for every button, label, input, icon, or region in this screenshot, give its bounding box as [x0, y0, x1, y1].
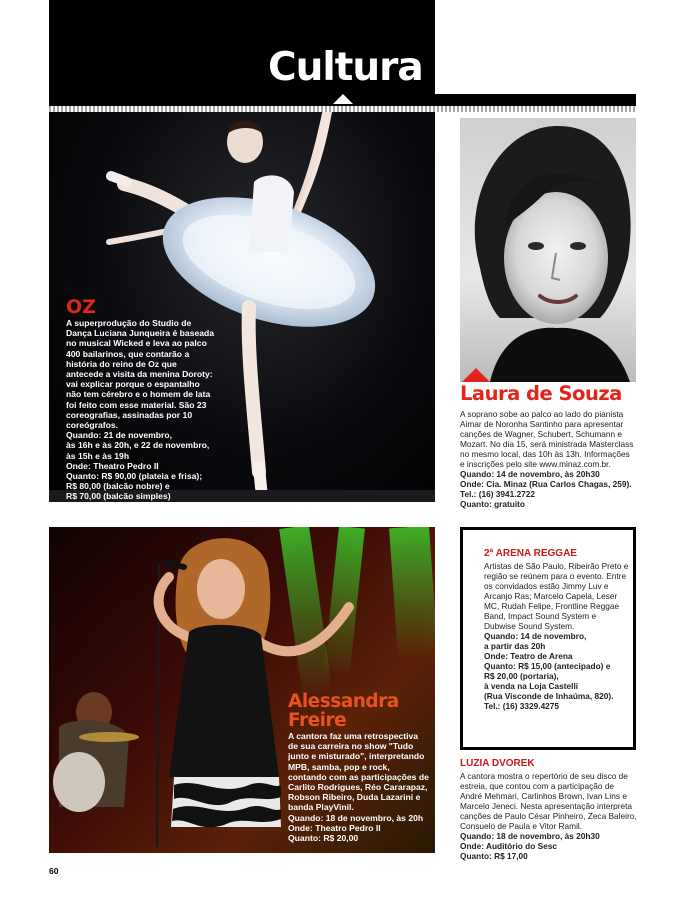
alessandra-description: A cantora faz uma retrospectiva de sua carreira no show "Tudo junto e misturado", interpretando MPB, samba, pop e rock, contando com as participações de Carlito Rodrigues, Réo Cararapaz, Robson Ribeiro, Duda Lazarini e banda PlayVinil. — [288, 731, 429, 813]
luzia-description: A cantora mostra o repertório de seu disco de estreia, que contou com a participação de André Mehmari, Carlinhos Brown, Ivan Lins e Marcelo Jeneci. Nesta apresentação interpreta canções de Paulo César Pinheiro, Zeca Baleiro, Consuelo de Paula e Vitor Ramil. — [460, 771, 637, 831]
alessandra-when: Quando: 18 de novembro, às 20h — [288, 812, 424, 823]
oz-title: OZ — [66, 296, 96, 318]
laura-when: Quando: 14 de novembro, às 20h30 — [460, 469, 600, 479]
alessandra-article — [288, 731, 430, 843]
oz-price-2: R$ 80,00 (balcão nobre) e — [66, 481, 170, 492]
luzia-when: Quando: 18 de novembro, às 20h30 — [460, 831, 600, 841]
laura-tel: Tel.: (16) 3941.2722 — [460, 489, 536, 499]
reggae-sale-2: (Rua Visconde de Inhaúma, 820). — [484, 691, 614, 701]
alessandra-title-line-2: Freire — [288, 710, 347, 731]
reggae-where: Onde: Teatro de Arena — [484, 651, 573, 661]
alessandra-where: Onde: Theatro Pedro II — [288, 822, 381, 833]
reggae-price-2: R$ 20,00 (portaria), — [484, 671, 559, 681]
oz-where: Onde: Theatro Pedro II — [66, 460, 159, 471]
laura-description: A soprano sobe ao palco ao lado do pianista Aimar de Noronha Santinho para apresentar canções de Wagner, Schubert, Schumann e Mozart. No dia 15, será ministrada Masterclass no mesmo local, das 10h às 13h. Informações e inscrições pelo site www.minaz.com.br. — [460, 409, 634, 469]
reggae-when-1: Quando: 14 de novembro, — [484, 631, 587, 641]
section-title: Cultura — [268, 45, 423, 90]
alessandra-title — [288, 692, 428, 730]
oz-price-3: R$ 70,00 (balcão simples) — [66, 491, 171, 502]
oz-when-3: às 15h e às 19h — [66, 450, 130, 461]
reggae-sale-1: à venda na Loja Castelli — [484, 681, 579, 691]
luzia-where: Onde: Auditório do Sesc — [460, 841, 557, 851]
laura-where: Onde: Cia. Minaz (Rua Carlos Chagas, 259). — [460, 479, 632, 489]
luzia-article — [460, 771, 638, 861]
reggae-price-1: Quanto: R$ 15,00 (antecipado) e — [484, 661, 611, 671]
header-notch — [333, 94, 353, 104]
alessandra-price: Quanto: R$ 20,00 — [288, 833, 359, 844]
reggae-when-2: a partir das 20h — [484, 641, 546, 651]
page-number: 60 — [49, 866, 59, 876]
oz-when-2: às 16h e às 20h, e 22 de novembro, — [66, 440, 210, 451]
luzia-price: Quanto: R$ 17,00 — [460, 851, 528, 861]
reggae-description: Artistas de São Paulo, Ribeirão Preto e região se reúnem para o evento. Entre os convidados estão Jimmy Luv e Arcanjo Ras; Marcelo Capela, Leser MC, Rudah Felipe, Frontline Reggae Band, Impact Sound System e Dubwise Sound System. — [484, 561, 629, 631]
oz-price-1: Quanto: R$ 90,00 (plateia e frisa); — [66, 471, 203, 482]
laura-title: Laura de Souza — [460, 382, 622, 405]
photo-laura-de-souza — [460, 118, 636, 382]
oz-article — [66, 318, 216, 502]
alessandra-title-line-1: Alessandra — [288, 691, 399, 712]
portrait-illustration — [460, 118, 636, 382]
reggae-tel: Tel.: (16) 3329.4275 — [484, 701, 560, 711]
oz-description: A superprodução do Studio de Dança Luciana Junqueira é baseada no musical Wicked e leva ao palco 400 bailarinos, que contarão a história do reino de Oz que antecede a visita da menina Doroty: vai explicar porque o espantalho não tem cérebro e o homem de lata foi feito com esse material. São 23 coreografias, assinadas por 10 coreógrafos. — [66, 318, 215, 431]
laura-marker-triangle — [462, 368, 490, 382]
luzia-title: LUZIA DVOREK — [460, 758, 535, 769]
laura-price: Quanto: gratuito — [460, 499, 525, 509]
reggae-title: 2ª ARENA REGGAE — [484, 548, 577, 559]
reggae-article — [484, 561, 629, 711]
laura-article — [460, 409, 636, 509]
oz-when-1: Quando: 21 de novembro, — [66, 430, 173, 441]
